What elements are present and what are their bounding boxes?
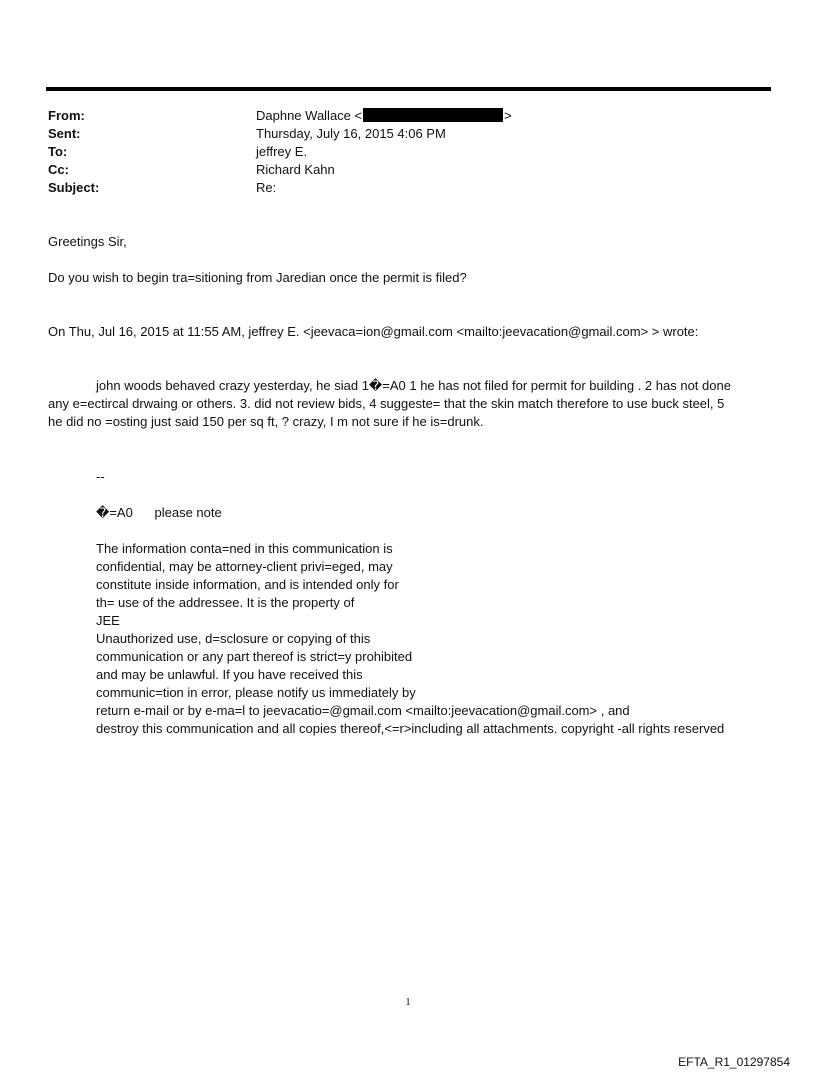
redaction-block — [363, 108, 503, 122]
page-number: 1 — [405, 996, 411, 1008]
sent-value: Thursday, July 16, 2015 4:06 PM — [256, 126, 446, 141]
disclaimer-line: JEE — [96, 613, 120, 628]
subject-label: Subject: — [48, 180, 100, 195]
quoted-line: john woods behaved crazy yesterday, he siad 1�=A0 1 he has not filed for permit for building . 2 has not done — [96, 378, 731, 393]
from-value — [256, 107, 512, 125]
quoted-line: he did no =osting just said 150 per sq ft, ? crazy, I m not sure if he is=drunk. — [48, 414, 484, 429]
disclaimer-line: and may be unlawful. If you have received this — [96, 667, 363, 682]
disclaimer-line: The information conta=ned in this communication is — [96, 541, 393, 556]
quote-intro: On Thu, Jul 16, 2015 at 11:55 AM, jeffrey E. <jeevaca=ion@gmail.com <mailto:jeevacation@gmail.com> > wrote: — [48, 324, 699, 339]
signature-separator: -- — [96, 469, 105, 484]
cc-label: Cc: — [48, 162, 69, 177]
question: Do you wish to begin tra=sitioning from Jaredian once the permit is filed? — [48, 270, 467, 285]
to-value: jeffrey E. — [256, 144, 308, 159]
disclaimer-line: confidential, may be attorney-client privi=eged, may — [96, 559, 393, 574]
from-label: From: — [48, 108, 85, 123]
disclaimer-line: constitute inside information, and is intended only for — [96, 577, 399, 592]
quoted-line: any e=ectircal drwaing or others. 3. did not review bids, 4 suggeste= that the skin match therefore to use buck steel, 5 — [48, 396, 725, 411]
header-rule — [46, 87, 771, 91]
disclaimer-line: destroy this communication and all copies thereof,<=r>including all attachments. copyright -all rights reserved — [96, 721, 725, 736]
signature-note: �=A0 please note — [96, 505, 222, 520]
disclaimer-line: th= use of the addressee. It is the property of — [96, 595, 355, 610]
disclaimer-line: communication or any part thereof is strict=y prohibited — [96, 649, 413, 664]
disclaimer-line: communic=tion in error, please notify us immediately by — [96, 685, 416, 700]
from-close: > — [504, 108, 512, 123]
disclaimer-line: Unauthorized use, d=sclosure or copying of this — [96, 631, 371, 646]
sent-label: Sent: — [48, 126, 81, 141]
subject-value: Re: — [256, 180, 277, 195]
from-name: Daphne Wallace < — [256, 108, 363, 123]
to-label: To: — [48, 144, 68, 159]
greeting: Greetings Sir, — [48, 234, 127, 249]
cc-value: Richard Kahn — [256, 162, 335, 177]
disclaimer-line: return e-mail or by e-ma=l to jeevacatio=@gmail.com <mailto:jeevacation@gmail.com> , and — [96, 703, 630, 718]
document-id: EFTA_R1_01297854 — [678, 1055, 790, 1069]
